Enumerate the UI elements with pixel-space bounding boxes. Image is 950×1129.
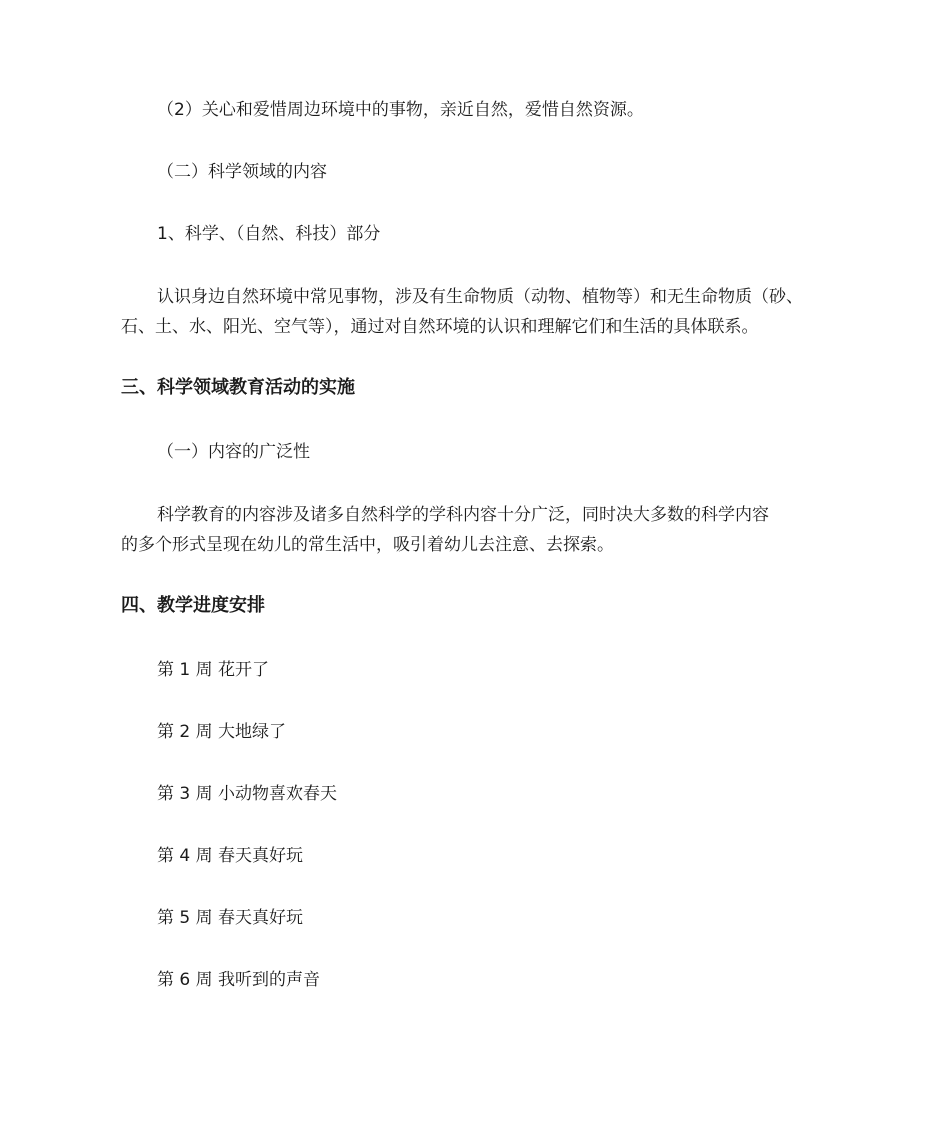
subsection-heading: 1、科学、（自然、科技）部分 xyxy=(157,224,381,244)
section-heading-4: 四、教学进度安排 xyxy=(121,595,265,616)
schedule-item: 第 2 周 大地绿了 xyxy=(157,722,287,742)
section-subheading: （二）科学领域的内容 xyxy=(157,162,327,182)
schedule-item: 第 1 周 花开了 xyxy=(157,660,270,680)
schedule-item: 第 5 周 春天真好玩 xyxy=(157,908,304,928)
paragraph-natural-environment xyxy=(121,282,841,342)
paragraph-science-content xyxy=(121,500,841,560)
paragraph-line: 石、土、水、阳光、空气等），通过对自然环境的认识和理解它们和生活的具体联系。 xyxy=(121,317,759,337)
schedule-item: 第 6 周 我听到的声音 xyxy=(157,970,321,990)
schedule-item: 第 3 周 小动物喜欢春天 xyxy=(157,784,338,804)
paragraph-line: 的多个形式呈现在幼儿的常生活中，吸引着幼儿去注意、去探索。 xyxy=(121,535,614,555)
section-subheading: （一）内容的广泛性 xyxy=(157,442,310,462)
section-heading-3: 三、科学领域教育活动的实施 xyxy=(121,377,355,398)
paragraph-line: 认识身边自然环境中常见事物，涉及有生命物质（动物、植物等）和无生命物质（砂、 xyxy=(157,287,803,307)
schedule-item: 第 4 周 春天真好玩 xyxy=(157,846,304,866)
paragraph-line: 科学教育的内容涉及诸多自然科学的学科内容十分广泛，同时决大多数的科学内容 xyxy=(157,505,769,525)
list-item-2: （2）关心和爱惜周边环境中的事物，亲近自然，爱惜自然资源。 xyxy=(157,100,644,120)
